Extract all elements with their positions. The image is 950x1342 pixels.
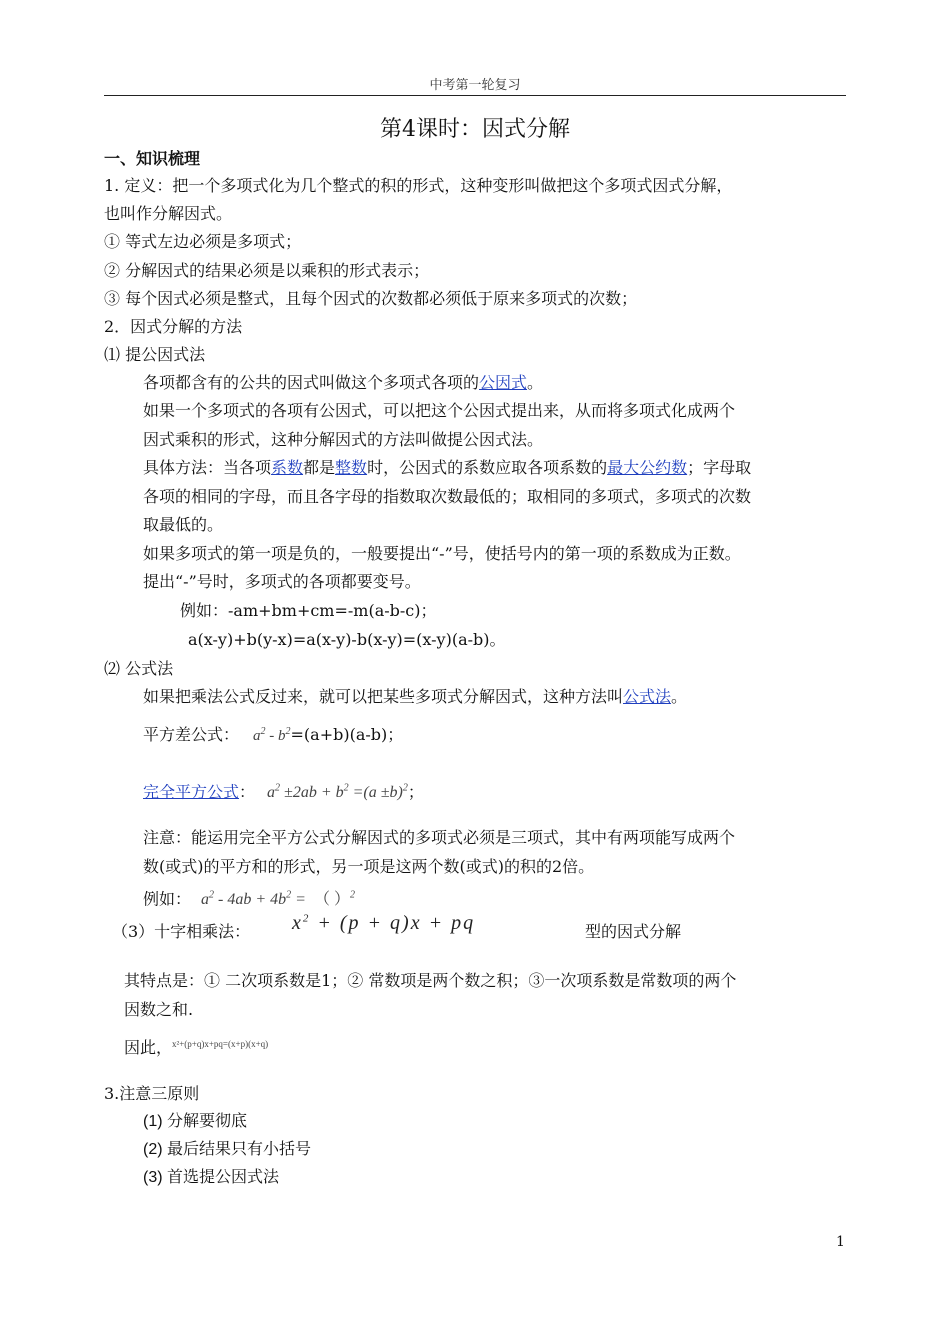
difference-of-squares-rhs: =(a+b)(a-b)； bbox=[290, 725, 404, 744]
page-title: 第4课时：因式分解 bbox=[380, 117, 570, 142]
formula-method-link[interactable]: 公式法 bbox=[623, 687, 672, 706]
perfect-square-colon: ： bbox=[239, 782, 256, 802]
difference-of-squares bbox=[143, 718, 403, 750]
ps-rhs-exp: 2 bbox=[402, 783, 408, 794]
principle-item-3: (3) 首选提公因式法 bbox=[143, 1169, 280, 1186]
method-2-note-line-1: 注意：能运用完全平方公式分解因式的多项式必须是三项式，其中有两项能写成两个 bbox=[143, 828, 736, 847]
m3-x-exp: 2 bbox=[302, 912, 311, 925]
definition-point-3: ③ 每个因式必须是整式，且每个因式的次数都必须低于原来多项式的次数； bbox=[104, 289, 638, 308]
method-1-p3-line-3: 取最低的。 bbox=[143, 515, 224, 534]
principles-heading: 3.注意三原则 bbox=[104, 1084, 200, 1103]
diff-a: a bbox=[253, 728, 261, 744]
ps-rhs: =(a ±b) bbox=[348, 784, 403, 802]
coefficient-link[interactable]: 系数 bbox=[271, 458, 304, 477]
method-2-paragraph-1 bbox=[143, 683, 687, 711]
method-2-note-line-2: 数(或式)的平方和的形式，另一项是这两个数(或式)的积的2倍。 bbox=[143, 857, 595, 876]
method-1-p2-line-1: 如果一个多项式的各项有公因式，可以把这个公因式提出来，从而将多项式化成两个 bbox=[143, 401, 736, 420]
method-1-p2-line-2: 因式乘积的形式，这种分解因式的方法叫做提公因式法。 bbox=[143, 430, 544, 449]
method-3-hence bbox=[124, 1030, 268, 1062]
method-2-example-label: 例如： bbox=[143, 889, 192, 909]
ps-a-exp: 2 bbox=[275, 783, 281, 794]
running-header: 中考第一轮复习 bbox=[429, 78, 521, 93]
method-1-p3-line-1 bbox=[143, 454, 751, 482]
perfect-square-link[interactable]: 完全平方公式 bbox=[143, 782, 240, 802]
page-number: 1 bbox=[836, 1234, 845, 1250]
perfect-square-end: ； bbox=[407, 782, 424, 802]
ex-a-exp: 2 bbox=[209, 890, 215, 901]
method-3-features-line-2: 因数之和. bbox=[124, 1000, 194, 1019]
diff-a-exp: 2 bbox=[260, 726, 266, 737]
definition-point-2: ② 分解因式的结果必须是以乘积的形式表示； bbox=[104, 261, 430, 280]
method-2-example-formula bbox=[201, 891, 355, 908]
method-1-example-2: a(x-y)+b(y-x)=a(x-y)-b(x-y)=(x-y)(a-b)。 bbox=[188, 630, 506, 649]
ex-mid: - 4ab + 4b bbox=[214, 891, 287, 909]
m3-x: x bbox=[292, 912, 303, 934]
header-rule bbox=[104, 95, 846, 96]
perfect-square bbox=[143, 775, 424, 807]
method-3-features-line-1: 其特点是：① 二次项系数是1；② 常数项是两个数之积；③一次项系数是常数项的两个 bbox=[124, 971, 737, 990]
method-1-p3-d: ；字母取 bbox=[687, 458, 752, 477]
method-1-example-1: 例如：-am+bm+cm=-m(a-b-c)； bbox=[180, 601, 437, 620]
method-1-p3-a: 具体方法：当各项 bbox=[143, 458, 272, 477]
principle-item-2: (2) 最后结果只有小括号 bbox=[143, 1141, 312, 1158]
method-1-p4-line-1: 如果多项式的第一项是负的，一般要提出“-”号，使括号内的第一项的系数成为正数。 bbox=[143, 544, 741, 563]
definition-line-2: 也叫作分解因式。 bbox=[104, 204, 233, 223]
method-3-label: （3）十字相乘法： bbox=[112, 922, 251, 941]
ps-b-exp: 2 bbox=[343, 783, 349, 794]
method-3-formula bbox=[292, 912, 475, 935]
difference-of-squares-lhs bbox=[253, 728, 291, 744]
method-3-hence-formula: x²+(p+q)x+pq=(x+p)(x+q) bbox=[172, 1039, 269, 1049]
ex-rhs-exp: 2 bbox=[349, 890, 355, 901]
method-2-example bbox=[143, 882, 355, 914]
perfect-square-formula bbox=[267, 784, 408, 801]
m3-rest: + (p + q)x + pq bbox=[310, 912, 476, 934]
method-2-p1-text: 如果把乘法公式反过来，就可以把某些多项式分解因式，这种方法叫 bbox=[143, 687, 624, 706]
ex-b-exp: 2 bbox=[286, 890, 292, 901]
method-2-p1-end: 。 bbox=[671, 687, 688, 706]
diff-b-exp: 2 bbox=[285, 726, 291, 737]
method-1-p3-b: 都是 bbox=[303, 458, 336, 477]
method-1-p1-end: 。 bbox=[527, 373, 544, 392]
diff-minus: - bbox=[265, 728, 279, 744]
method-1-p3-line-2: 各项的相同的字母，而且各字母的指数取次数最低的；取相同的多项式，多项式的次数 bbox=[143, 487, 752, 506]
gcd-link[interactable]: 最大公约数 bbox=[607, 458, 688, 477]
diff-b: b bbox=[278, 728, 286, 744]
definition-point-1: ① 等式左边必须是多项式； bbox=[104, 232, 302, 251]
method-1-paragraph-1 bbox=[143, 369, 543, 397]
principle-item-1: (1) 分解要彻底 bbox=[143, 1113, 248, 1130]
ex-eq: = bbox=[291, 891, 306, 909]
ps-mid: ±2ab + b bbox=[280, 784, 344, 802]
definition-line-1: 1. 定义：把一个多项式化为几个整式的积的形式，这种变形叫做把这个多项式因式分解， bbox=[104, 176, 733, 195]
common-factor-link[interactable]: 公因式 bbox=[479, 373, 528, 392]
methods-heading: 2．因式分解的方法 bbox=[104, 317, 243, 336]
difference-of-squares-label: 平方差公式： bbox=[143, 725, 240, 744]
method-2-label: ⑵ 公式法 bbox=[104, 659, 174, 678]
method-3-suffix: 型的因式分解 bbox=[585, 922, 682, 941]
method-1-label: ⑴ 提公因式法 bbox=[104, 345, 206, 364]
ps-a: a bbox=[267, 784, 276, 802]
method-1-p4-line-2: 提出“-”号时，多项式的各项都要变号。 bbox=[143, 572, 421, 591]
section-heading-knowledge: 一、知识梳理 bbox=[104, 149, 201, 168]
method-1-p3-c: 时，公因式的系数应取各项系数的 bbox=[367, 458, 608, 477]
ex-rhs: （ ） bbox=[313, 891, 350, 909]
method-1-p1-text: 各项都含有的公共的因式叫做这个多项式各项的 bbox=[143, 373, 480, 392]
method-3-hence-label: 因此， bbox=[124, 1038, 173, 1057]
integer-link[interactable]: 整数 bbox=[335, 458, 368, 477]
ex-a: a bbox=[201, 891, 210, 909]
